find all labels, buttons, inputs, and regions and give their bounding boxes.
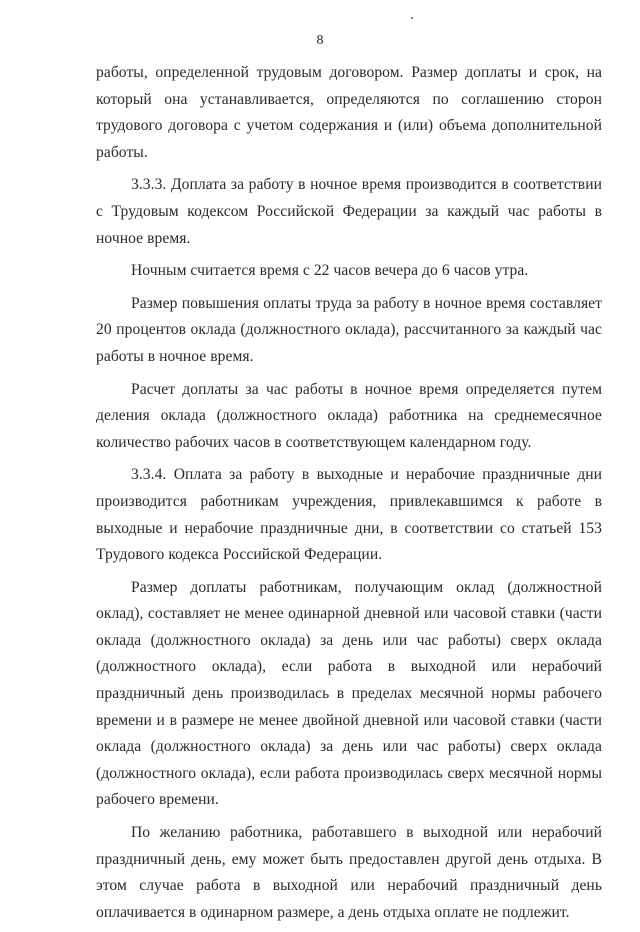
scan-speck bbox=[411, 17, 413, 19]
paragraph-day-off-option: По желанию работника, работавшего в выходной или нерабочий праздничный день, ему может быть предоставлен другой день отдыха. В этом случае работа в выходной или нерабочий праздничный день оплачивается в одинарном размере, а день отдыха оплате не подлежит. bbox=[96, 824, 602, 921]
paragraph-night-time-definition: Ночным считается время с 22 часов вечера до 6 часов утра. bbox=[131, 262, 529, 280]
paragraph-night-pay-calculation: Расчет доплаты за час работы в ночное время определяется путем деления оклада (должностного оклада) работника на среднемесячное количество рабочих часов в соответствующем календарном году. bbox=[96, 380, 602, 451]
document-body bbox=[96, 60, 602, 932]
paragraph-3-3-4: 3.3.4. Оплата за работу в выходные и нерабочие праздничные дни производится работникам учреждения, привлекавшимся к работе в выходные и нерабочие праздничные дни, в соответствии со статьей 153 Трудового кодекса Российской Федерации. bbox=[96, 466, 602, 564]
paragraph-night-pay-rate: Размер повышения оплаты труда за работу в ночное время составляет 20 процентов оклада (должностного оклада), рассчитанного за каждый час работы в ночное время. bbox=[96, 294, 602, 365]
paragraph-continuation: работы, определенной трудовым договором. Размер доплаты и срок, на который она устанавливается, определяются по соглашению сторон трудового договора с учетом содержания и (или) объема дополнительной работы. bbox=[96, 64, 602, 161]
paragraph-holiday-pay-amount: Размер доплаты работникам, получающим оклад (должностной оклад), составляет не менее одинарной дневной или часовой ставки (части оклада (должностного оклада) за день или час работы) сверх оклада (должностного оклада), если работа в выходной или нерабочий праздничный день производилась в пределах месячной нормы рабочего времени и в размере не менее двойной дневной или часовой ставки (части оклада (должностного оклада) за день или час работы) сверх оклада (должностного оклада), если работа производилась сверх месячной нормы рабочего времени. bbox=[96, 578, 602, 809]
paragraph-3-3-3: 3.3.3. Доплата за работу в ночное время производится в соответствии с Трудовым кодексом Российской Федерации за каждый час работы в ночное время. bbox=[96, 176, 602, 247]
page-number: 8 bbox=[316, 33, 324, 48]
